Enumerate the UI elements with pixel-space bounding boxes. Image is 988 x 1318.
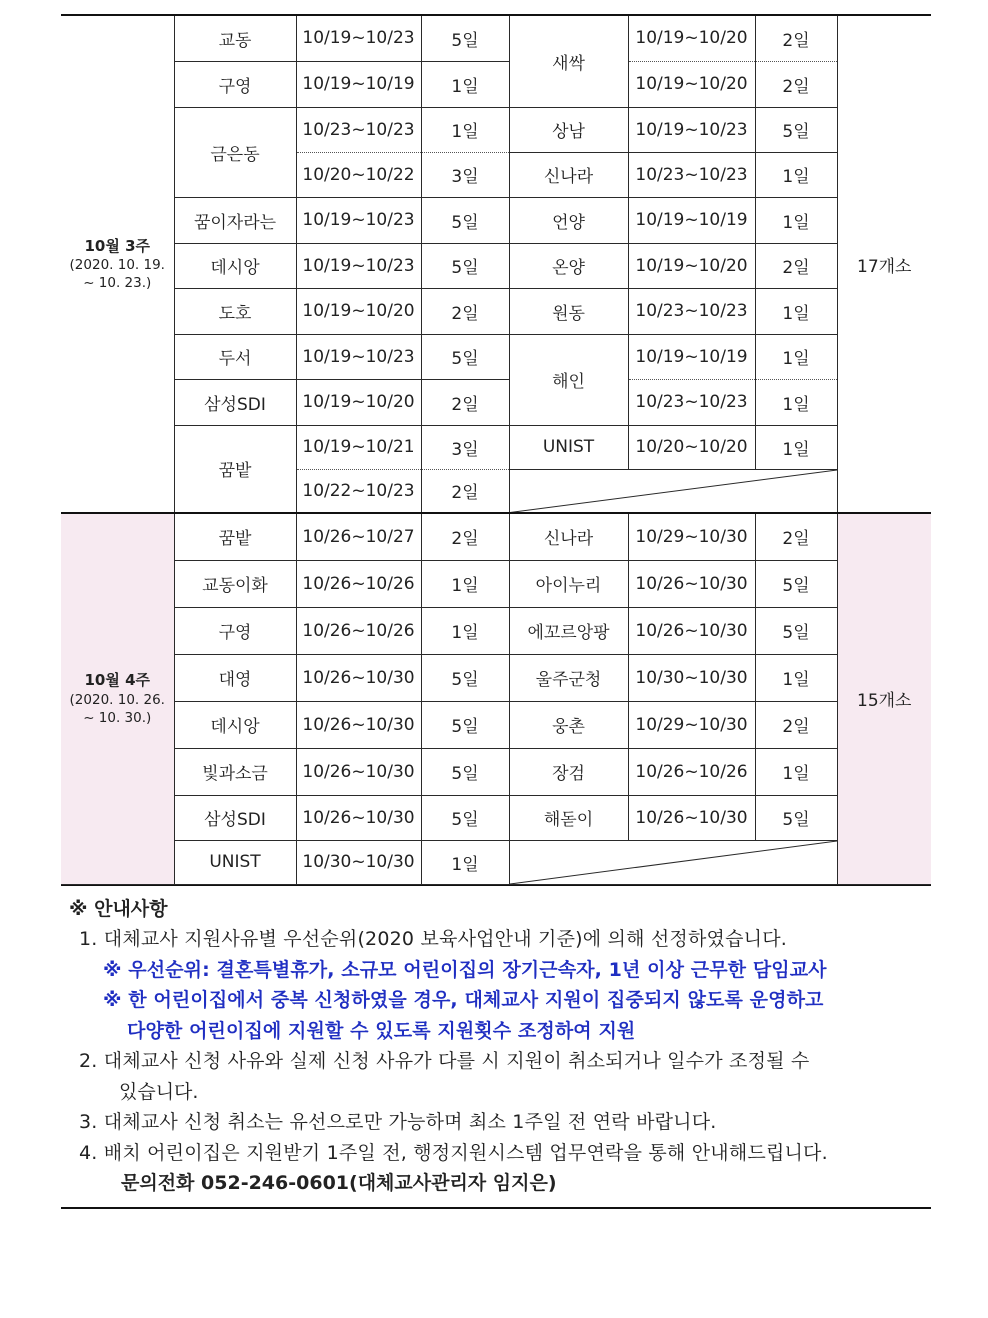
period: 10/19~10/19	[628, 197, 755, 243]
table-row	[61, 243, 931, 288]
days: 5일	[421, 15, 509, 61]
period: 10/26~10/30	[296, 654, 421, 701]
period: 10/26~10/30	[628, 607, 755, 654]
days: 5일	[755, 607, 837, 654]
days: 2일	[755, 61, 837, 107]
center-name: 원동	[509, 288, 628, 334]
center-name: 신나라	[509, 513, 628, 560]
document	[61, 14, 931, 1209]
period: 10/26~10/26	[628, 748, 755, 795]
center-name: 아이누리	[509, 560, 628, 607]
period: 10/19~10/23	[296, 243, 421, 288]
period: 10/29~10/30	[628, 513, 755, 560]
center-name: 데시앙	[174, 701, 296, 748]
days: 1일	[755, 334, 837, 379]
center-name: 꿈밭	[174, 513, 296, 560]
days: 1일	[755, 748, 837, 795]
note-item: 4. 배치 어린이집은 지원받기 1주일 전, 행정지원시스템 업무연락을 통해 안내해드립니다.	[79, 1141, 828, 1164]
period: 10/29~10/30	[628, 701, 755, 748]
period: 10/26~10/26	[296, 607, 421, 654]
days: 5일	[421, 654, 509, 701]
center-name: 언양	[509, 197, 628, 243]
period: 10/26~10/27	[296, 513, 421, 560]
center-name: UNIST	[174, 840, 296, 884]
note-item-cont: 있습니다.	[119, 1080, 199, 1103]
days: 2일	[755, 513, 837, 560]
table-row	[61, 197, 931, 243]
center-name: 대영	[174, 654, 296, 701]
center-name: 구영	[174, 607, 296, 654]
table-row	[61, 334, 931, 379]
center-name: UNIST	[509, 425, 628, 469]
days: 2일	[755, 15, 837, 61]
period: 10/19~10/20	[628, 243, 755, 288]
period: 10/23~10/23	[296, 107, 421, 152]
table-row	[61, 425, 931, 469]
center-name: 해인	[509, 334, 628, 425]
week-range: ~ 10. 23.)	[83, 275, 152, 292]
days: 2일	[755, 701, 837, 748]
center-name: 웅촌	[509, 701, 628, 748]
days: 2일	[421, 379, 509, 425]
table-row	[61, 288, 931, 334]
days: 3일	[421, 425, 509, 469]
duplicate-note-cont: 다양한 어린이집에 지원할 수 있도록 지원횟수 조정하여 지원	[127, 1019, 636, 1042]
period: 10/26~10/30	[628, 560, 755, 607]
center-name: 에꼬르앙팡	[509, 607, 628, 654]
days: 3일	[421, 152, 509, 197]
table-row	[61, 654, 931, 701]
contact-info: 문의전화 052-246-0601(대체교사관리자 임지은)	[121, 1172, 557, 1194]
days: 1일	[421, 607, 509, 654]
table-row	[61, 15, 931, 61]
week-range: (2020. 10. 19.	[69, 256, 165, 273]
period: 10/30~10/30	[628, 654, 755, 701]
days: 2일	[755, 243, 837, 288]
center-name: 꿈이자라는	[174, 197, 296, 243]
week-range: (2020. 10. 26.	[69, 691, 165, 708]
days: 2일	[421, 513, 509, 560]
period: 10/26~10/30	[296, 701, 421, 748]
center-name: 금은동	[174, 107, 296, 197]
period: 10/19~10/21	[296, 425, 421, 469]
center-name: 삼성SDI	[174, 795, 296, 840]
center-name: 데시앙	[174, 243, 296, 288]
week-label	[61, 513, 174, 884]
period: 10/26~10/26	[296, 560, 421, 607]
period: 10/23~10/23	[628, 152, 755, 197]
period: 10/19~10/23	[296, 334, 421, 379]
diagonal-line	[510, 841, 837, 884]
center-name: 해돋이	[509, 795, 628, 840]
center-name: 교동	[174, 15, 296, 61]
period: 10/26~10/30	[628, 795, 755, 840]
days: 1일	[755, 379, 837, 425]
week-title: 10월 3주	[84, 236, 150, 255]
days: 1일	[755, 654, 837, 701]
period: 10/23~10/23	[628, 288, 755, 334]
center-name: 새싹	[509, 15, 628, 107]
period: 10/22~10/23	[296, 469, 421, 513]
period: 10/19~10/20	[628, 61, 755, 107]
period: 10/19~10/20	[628, 15, 755, 61]
table-row	[61, 795, 931, 840]
center-name: 온양	[509, 243, 628, 288]
table-row	[61, 701, 931, 748]
table-row	[61, 513, 931, 560]
period: 10/23~10/23	[628, 379, 755, 425]
center-name: 울주군청	[509, 654, 628, 701]
week-title: 10월 4주	[84, 671, 150, 690]
table-row	[61, 560, 931, 607]
days: 1일	[421, 61, 509, 107]
duplicate-note: ※ 한 어린이집에서 중복 신청하였을 경우, 대체교사 지원이 집중되지 않도록 운영하고	[103, 989, 824, 1011]
days: 5일	[755, 795, 837, 840]
period: 10/20~10/20	[628, 425, 755, 469]
period: 10/19~10/20	[296, 288, 421, 334]
table-row	[61, 379, 931, 425]
note-item: 2. 대체교사 신청 사유와 실제 신청 사유가 다를 시 지원이 취소되거나 일수가 조정될 수	[79, 1050, 810, 1072]
period: 10/19~10/23	[628, 107, 755, 152]
center-name: 도호	[174, 288, 296, 334]
days: 5일	[421, 334, 509, 379]
table-row	[61, 107, 931, 152]
days: 1일	[755, 425, 837, 469]
center-name: 구영	[174, 61, 296, 107]
period: 10/26~10/30	[296, 795, 421, 840]
center-name: 두서	[174, 334, 296, 379]
center-name: 꿈밭	[174, 425, 296, 513]
period: 10/20~10/22	[296, 152, 421, 197]
schedule-table	[61, 14, 931, 885]
empty-cell	[509, 840, 837, 884]
days: 2일	[421, 469, 509, 513]
days: 5일	[421, 701, 509, 748]
period: 10/19~10/20	[296, 379, 421, 425]
center-name: 장검	[509, 748, 628, 795]
center-name: 교동이화	[174, 560, 296, 607]
days: 5일	[755, 560, 837, 607]
center-name: 빛과소금	[174, 748, 296, 795]
days: 1일	[421, 107, 509, 152]
total-count: 17개소	[837, 15, 931, 513]
center-name: 상남	[509, 107, 628, 152]
days: 5일	[755, 107, 837, 152]
days: 1일	[421, 840, 509, 884]
week-range: ~ 10. 30.)	[83, 709, 152, 726]
days: 2일	[421, 288, 509, 334]
center-name: 신나라	[509, 152, 628, 197]
period: 10/19~10/23	[296, 15, 421, 61]
note-item: 1. 대체교사 지원사유별 우선순위(2020 보육사업안내 기준)에 의해 선정하였습니다.	[79, 928, 787, 950]
days: 5일	[421, 748, 509, 795]
empty-cell	[509, 469, 837, 513]
days: 1일	[421, 560, 509, 607]
period: 10/30~10/30	[296, 840, 421, 884]
diagonal-line	[510, 470, 837, 513]
total-count: 15개소	[837, 513, 931, 884]
priority-note: ※ 우선순위: 결혼특별휴가, 소규모 어린이집의 장기근속자, 1년 이상 근무한 담임교사	[103, 958, 827, 981]
days: 1일	[755, 288, 837, 334]
notes-heading: ※ 안내사항	[69, 897, 168, 920]
days: 5일	[421, 795, 509, 840]
days: 5일	[421, 243, 509, 288]
table-row	[61, 607, 931, 654]
table-row	[61, 840, 931, 884]
period: 10/19~10/19	[296, 61, 421, 107]
period: 10/19~10/19	[628, 334, 755, 379]
period: 10/19~10/23	[296, 197, 421, 243]
notes-section	[61, 885, 931, 1209]
table-row	[61, 748, 931, 795]
week-label	[61, 15, 174, 513]
note-item: 3. 대체교사 신청 취소는 유선으로만 가능하며 최소 1주일 전 연락 바랍니다.	[79, 1111, 717, 1133]
days: 1일	[755, 152, 837, 197]
days: 1일	[755, 197, 837, 243]
period: 10/26~10/30	[296, 748, 421, 795]
days: 5일	[421, 197, 509, 243]
table-row	[61, 61, 931, 107]
center-name: 삼성SDI	[174, 379, 296, 425]
